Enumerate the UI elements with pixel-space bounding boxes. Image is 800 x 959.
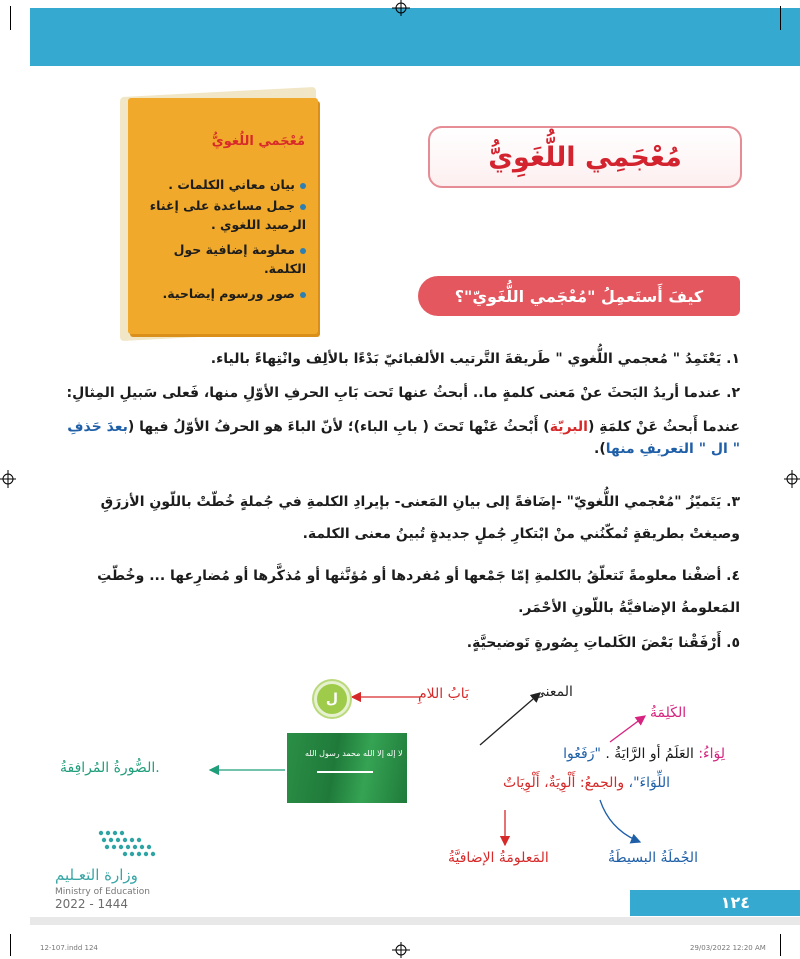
section-heading: كيفَ أَستَعمِلُ "مُعْجَمي اللُّغَويّ"؟	[454, 286, 704, 306]
book-item: صور ورسوم إيضاحية.	[138, 284, 306, 303]
saudi-flag-image	[287, 733, 407, 803]
ministry-name-arabic: وزارة التعـليم	[55, 866, 138, 884]
header-band	[30, 8, 800, 66]
word-label: الكَلِمَةُ	[650, 705, 687, 721]
registration-mark-icon	[392, 0, 410, 16]
book-heading: مُعْجَمي اللُغويُّ	[211, 134, 305, 149]
paragraph-2-example: عندما أَبحثُ عَنْ كلمَةِ (البريّة) أَبْحثُ عَنْها تَحتَ ( بابِ الباء)؛ لأنّ الباءَ هو الحرفُ الأوّلُ فيها (بعدَ حَذفِ " ال " التعريفِ منها).	[67, 419, 740, 457]
bab-lam-label: بَابُ اللامِ	[418, 686, 469, 702]
page-number: ١٢٤	[720, 893, 750, 912]
registration-mark-icon	[784, 470, 800, 488]
example-note: بعدَ حَذفِ " ال " التعريفِ منها	[67, 419, 740, 457]
flag-sword	[317, 771, 373, 773]
date-slug: 29/03/2022 12:20 AM	[690, 944, 766, 952]
book-item: جمل مساعدة على إغناء الرصيد اللغوي .	[149, 198, 306, 232]
bullet-icon	[300, 292, 306, 298]
paragraph-5: ٥. أَرْفَقْنا بَعْضَ الكَلماتِ بِصُورةٍ تَوضيحيَّةٍ.	[466, 635, 740, 651]
image-label: الصُّورةُ المُرافِقةُ.	[60, 760, 160, 776]
example-word: البريّة	[549, 419, 588, 435]
book-item: بيان معاني الكلمات .	[138, 175, 306, 194]
ministry-logo-icon	[95, 827, 165, 863]
crop-mark	[780, 6, 781, 30]
page-number-bar	[630, 890, 800, 916]
file-slug: 12-107.indd 124	[40, 944, 98, 952]
paragraph-3: ٣. يَتَميّزُ "مُعْجمي اللُّغويّ" -إضَافةً إلى بيانِ المَعنى- بإيرادِ الكلمةِ في جُملةٍ خُطّتْ باللّونِ الأزرَقِ وصيغتْ بطريقةٍ تُمكّنُني منْ ابْتكارِ جُملٍ جديدةٍ تُبينُ معنى الكلمة.	[100, 494, 740, 542]
paragraph-4: ٤. أضفْنا معلومةً تَتعلّقُ بالكلمةِ إمّا جَمْعها أو مُفردها أو مُؤنَّثها أو مُذكَّرها أو مُضارِعها ... وخُطّتِ المَعلومةُ الإضافيَّةُ باللّونِ الأحْمَر.	[97, 568, 740, 616]
ministry-name-english: Ministry of Education	[55, 887, 150, 897]
extra-info-label: المَعلومَةُ الإضافيَّةُ	[448, 850, 549, 866]
letter-lam-badge: ل	[314, 681, 350, 717]
book-item: معلومة إضافية حول الكلمة.	[173, 242, 306, 276]
edition-year: 2022 - 1444	[55, 897, 129, 911]
bullet-icon	[300, 183, 306, 189]
page-title: مُعْجَمِي اللُّغَوِيُّ	[488, 141, 682, 173]
registration-mark-icon	[0, 470, 16, 488]
meaning-label: المعنى	[534, 684, 573, 700]
dictionary-entry-line-2: اللِّوَاءَ"، والجمعُ: أَلْوِيَةٌ، أَلْوِيَاتٌ	[502, 775, 670, 791]
paragraph-2: ٢. عندما أريدُ البَحثَ عنْ مَعنى كلمةٍ ما.. أبحثُ عنها تَحت بَابِ الحرفِ الأوّلِ منها، فَعلى سَبيلِ المِثالِ:	[66, 385, 740, 401]
section-banner	[418, 276, 740, 316]
crop-mark	[10, 934, 11, 956]
dictionary-entry-line-1: لِوَاءُ: العَلَمُ أو الرَّايَةُ . "رَفَعُوا	[563, 746, 725, 762]
registration-mark-icon	[392, 942, 410, 958]
paragraph-1: ١. يَعْتَمِدُ " مُعجمي اللُّغوي " طَريقةَ التَّرتيب الألفبائيّ بَدْءًا بالألِف وانْتِهاءً بالياء.	[210, 351, 740, 367]
bullet-icon	[300, 248, 306, 254]
simple-sentence-label: الجُملَةُ البسيطَةُ	[608, 850, 698, 866]
crop-mark	[10, 6, 11, 30]
page-title-box	[428, 126, 742, 188]
flag-shahada: لا إله إلا الله محمد رسول الله	[305, 749, 403, 758]
footer-band	[30, 917, 800, 925]
bullet-icon	[300, 204, 306, 210]
crop-mark	[780, 934, 781, 956]
